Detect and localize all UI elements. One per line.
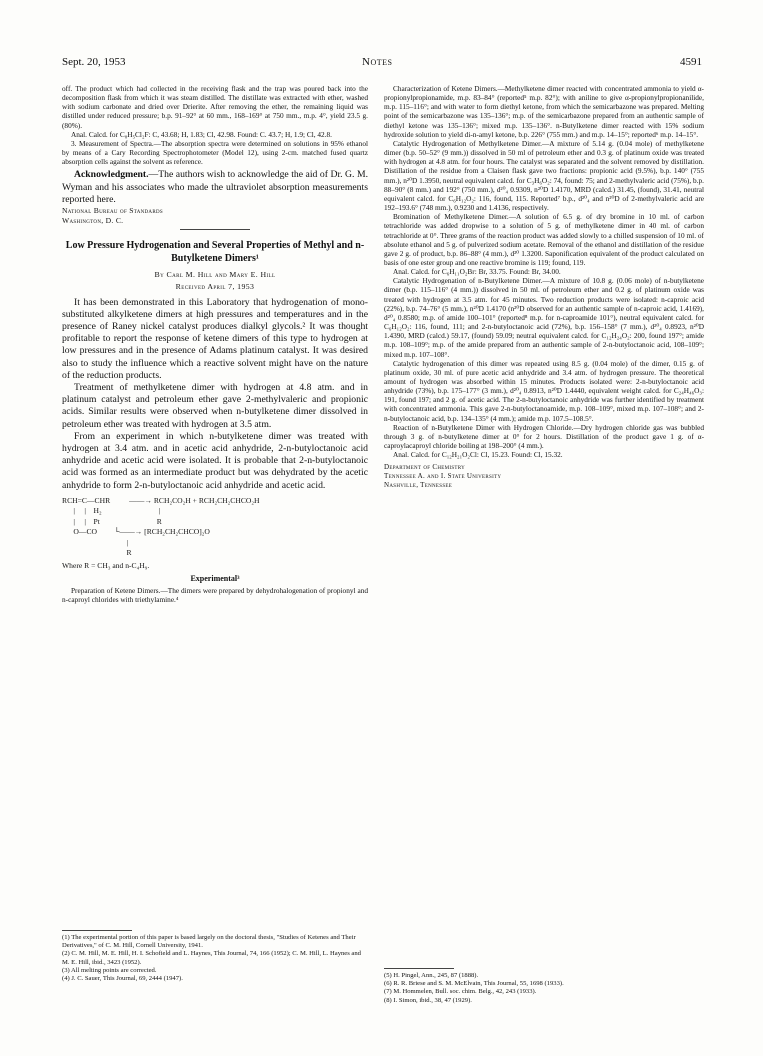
footnote-2: (2) C. M. Hill, M. E. Hill, H. I. Schofield and L. Haynes, This Journal, 74, 166 (1952); C. M. Hill, L. Haynes and M. E. Hill, ibid., 3423 (1952).: [62, 950, 361, 966]
para-repeat-hydrogenation: Catalytic hydrogenation of this dimer was repeated using 8.5 g. (0.04 mole) of the dimer, 0.15 g. of platinum oxide, 30 ml. of pure acetic acid anhydride and 3.4 atm. of hydrogen pressure. The theoretical amount of hydrogen was absorbed within 15 minutes. Products isolated were: 2-n-butyloctanoic acid anhydride (73%), b.p. 175–177° (3 mm.), d²⁰₄ 0.8913, n²⁰D 1.4440, equivalent weight calcd. for C₂₄H₄₆O₃: 191, found 197; and 2 g. of acetic acid. The 2-n-butyloctanoic anhydride was further identified by treatment with concentrated ammonia. This gave 2-n-butyloctanoamide, m.p. 108–109°, mixed m.p. 107–108°; and 2-n-butyloctanoic acid, b.p. 134–135° (4 mm.); amide m.p. 107.5–108.5°.: [384, 358, 704, 423]
footnote-rule: [62, 930, 132, 931]
footnote-1: (1) The experimental portion of this paper is based largely on the doctoral thesis, "Studies of Ketenes and Their Derivatives," of C. M. Hill, Cornell University, 1941.: [62, 934, 356, 950]
right-column: [384, 84, 704, 490]
scheme-line-5: |: [62, 537, 129, 547]
para-characterization: Characterization of Ketene Dimers.—Methylketene dimer reacted with concentrated ammonia to yield α-propionylpropionamide, m.p. 83–84° (reported⁵ m.p. 82°); with aniline to give α-propionylpropionanilide, m.p. 115–116°; and with water to form diethyl ketone, from which the semicarbazone was prepared. Melting point of the semicarbazone was 135–136°; m.p. of the semicarbazone prepared from an authentic sample of diethyl ketone was 135–136°; mixed m.p. 135–136°. n-Butylketene dimer reacted with 15% sodium hydroxide solution to yield di-n-amyl ketone, b.p. 226° (755 mm.) and m.p. 14–15°; reported⁶ m.p. 14–15°.: [384, 84, 704, 139]
header-date: Sept. 20, 1953: [62, 56, 126, 68]
para-hydrogenation-methylketene: Catalytic Hydrogenation of Methylketene Dimer.—A mixture of 5.14 g. (0.04 mole) of methylketene dimer (b.p. 50–52° (9 mm.)) dissolved in 50 ml of petroleum ether and 0.3 g. of platinum oxide was treated with hydrogen at 4.8 atm. for four hours. The catalyst was separated and the solvent removed by distillation. Distillation of the residue from a Claisen flask gave two fractions: propionic acid (9.5%), b.p. 140° (755 mm.), n²⁰D 1.3950, neutral equivalent calcd. for C₃H₆O₂: 74, found: 75; and 2-methylvaleric acid (75%), b.p. 88–90° (8 mm.) and 192° (750 mm.), d²⁰₄ 0.9309, n²⁰D 1.4170, MRD (calcd.) 31.45, (found), 31.41, neutral equivalent calcd. for C₆H₁₂O₂: 116, found, 115. Reported⁷ b.p., d²⁰₄ and n²⁰D of 2-methylvaleric acid are 192–193.6° (748 mm.), 0.9230 and 1.4136, respectively.: [384, 138, 704, 213]
para-analysis-1: Anal. Calcd. for C₈H₅Cl₂F: C, 43.68; H, 1.83; Cl, 42.98. Found: C. 43.7; H, 1.9; Cl, 42.8.: [71, 129, 333, 139]
affiliation-line-1: National Bureau of Standards: [62, 206, 163, 216]
left-column: [62, 84, 368, 604]
scheme-line-4: O—CO └——→ [RCH₂CH₂CHCO]₂O: [62, 527, 210, 537]
footnote-4: (4) J. C. Sauer, This Journal, 69, 2444 (1947).: [62, 975, 183, 983]
article-title: Low Pressure Hydrogenation and Several Properties of Methyl and n-Butylketene Dimers¹: [65, 240, 365, 264]
para-hydrogenation-butylketene: Catalytic Hydrogenation of n-Butylketene Dimer.—A mixture of 10.8 g. (0.06 mole) of n-butylketene dimer (b.p. 115–116° (4 mm.)) dissolved in 50 ml. of petroleum ether and 0.2 g. of platinum oxide was treated with hydrogen at 3.5 atm. for 45 minutes. Two reduction products were isolated: n-caproic acid (22%), b.p. 74–76° (5 mm.), n²⁰D 1.4170 (n²⁰D observed for an authentic sample of n-caproic acid, 1.4169), d²⁰₄ 0.8580; m.p. of amide 100–101° (reported⁸ m.p. for n-caproamide 101°), neutral equivalent calcd. for C₆H₁₂O₂: 116, found, 111; and 2-n-butyloctanoic acid (72%), b.p. 156–158° (7 mm.), d²⁰₄ 0.8923, n²⁰D 1.4390, MRD (calcd.) 59.17, (found) 59.09; neutral equivalent calcd. for C₁₂H₂₄O₂: 200, found 197°; amide m.p. 108–109°; m.p. of the amide prepared from an authentic sample of 2-n-butyloctanoic acid, 108–109°; mixed m.p. 107–108°.: [384, 276, 704, 359]
para-analysis-2: Anal. Calcd. for C₆H₁₁O₂Br: Br, 33.75. Found: Br, 34.00.: [393, 267, 561, 277]
running-header: [62, 56, 702, 70]
para-measurement-spectra: 3. Measurement of Spectra.—The absorption spectra were determined on solutions in 95% ethanol by means of a Cary Recording Spectrophotometer (Model 12), using 2-cm. matched fused quartz absorption cells against the solvent as reference.: [62, 138, 368, 167]
received-date: Received April 7, 1953: [175, 282, 255, 292]
para-analysis-3: Anal. Calcd. for C₁₂H₂₁O₂Cl: Cl, 15.23. Found: Cl, 15.32.: [393, 450, 563, 460]
acknowledgment-text: —The authors wish to acknowledge the aid of Dr. G. M. Wyman and his associates who made the ultraviolet absorption measurements reported here.: [62, 169, 368, 205]
footnote-3: (3) All melting points are corrected.: [62, 966, 157, 974]
para-bromination: Bromination of Methylketene Dimer.—A solution of 6.5 g. of dry bromine in 10 ml. of carbon tetrachloride was added dropwise to a solution of 5 g. of methylketene dimer in 40 ml. of carbon tetrachloride at 0°. Three grams of the reaction product was added slowly to a chilled suspension of 10 ml. of absolute ethanol and 5 g. of pulverized sodium acetate. Removal of the ethanol and distillation of the residue gave 2 g. of product, b.p. 86–88° (4 mm.), d²⁰ 1.3200. Saponification equivalent of the product calculated on basis of one ester group and one reactive bromine is 119; found, 119.: [384, 212, 704, 267]
footnote-8: (8) I. Simon, ibid., 38, 47 (1929).: [384, 996, 472, 1004]
left-footnotes: [62, 930, 368, 983]
article-byline: By Carl M. Hill and Mary E. Hill: [154, 270, 276, 280]
reaction-scheme: [62, 496, 368, 559]
para-steam-distillation: off. The product which had collected in the receiving flask and the trap was poured back into the decomposition flask from which it was steam distilled. The distillate was extracted with ether, washed with sodium carbonate and dried over Drierite. After removing the ether, the remaining liquid was distilled under reduced pressure; b.p. 91–92° at 60 mm., 168–169° at 750 mm., m.p. 4°, yield 23.5 g. (80%).: [62, 84, 368, 130]
footnote-7: (7) M. Hommelen, Bull. soc. chim. Belg., 42, 243 (1933).: [384, 988, 537, 996]
scheme-line-3: | | Pt R: [62, 516, 162, 526]
article-intro: [62, 297, 368, 492]
para-preparation-dimers: Preparation of Ketene Dimers.—The dimers were prepared by dehydrohalogenation of propionyl and n-caproyl chlorides with triethylamine.⁴: [62, 586, 368, 605]
footnote-5: (5) H. Pingel, Ann., 245, 87 (1888).: [384, 972, 479, 979]
scheme-line-6: R: [62, 548, 132, 558]
department-line-1: Department of Chemistry: [384, 463, 466, 472]
intro-para-3: From an experiment in which n-butylketene dimer was treated with hydrogen at 3.4 atm. and in acetic acid anhydride, 2-n-butyloctanoic acid anhydride and acetic acid were isolated. It is probable that 2-n-butyloctanoic acid was formed as an intermediate product but was dehydrated by the acetic anhydride to form 2-n-butyloctanoic acid anhydride and acetic acid.: [62, 430, 368, 491]
acknowledgment-block: [62, 169, 368, 206]
department-line-3: Nashville, Tennessee: [384, 481, 453, 490]
scheme-line-1: RCH=C—CHR ——→ RCH₂CO₂H + RCH₂CH₂CHCO₂H: [62, 495, 260, 505]
right-footnotes: [384, 968, 704, 1005]
section-divider: [180, 229, 250, 230]
footnote-6: (6) R. R. Briese and S. M. McElvain, This Journal, 55, 1698 (1933).: [384, 980, 564, 988]
intro-para-2: Treatment of methylketene dimer with hydrogen at 4.8 atm. and in platinum catalyst and petroleum ether gave 2-methylvaleric and propionic acids. Similar results were observed when n-butylketene dimer dissolved in petroleum ether was treated with hydrogen at 3.5 atm.: [62, 381, 368, 430]
footnote-rule: [384, 968, 454, 969]
intro-para-1: It has been demonstrated in this Laboratory that hydrogenation of mono-substituted alkylketene dimers at high pressures and temperatures and in the presence of Raney nickel catalyst produces dialkyl glycols.² It was thought profitable to report the response of ketene dimers of this type to hydrogen at low pressures and in the presence of Adams platinum catalyst. It was desired also to study the influence which a reactive solvent might have on the nature of the reduction products.: [62, 296, 368, 381]
header-section: Notes: [362, 56, 393, 68]
header-page-number: 4591: [680, 56, 702, 68]
scheme-where: Where R = CH₃ and n-C₄H₉.: [62, 560, 150, 570]
acknowledgment-heading: Acknowledgment.: [74, 169, 149, 181]
scheme-line-2: | | H₂ |: [62, 506, 161, 516]
experimental-heading: Experimental³: [190, 573, 240, 583]
department-line-2: Tennessee A. and I. State University: [384, 472, 502, 481]
affiliation-line-2: Washington, D. C.: [62, 215, 124, 225]
para-hydrogen-chloride: Reaction of n-Butylketene Dimer with Hydrogen Chloride.—Dry hydrogen chloride gas was bubbled through 3 g. of n-butylketene dimer at 0° for 2 hours. Distillation of the product gave 1 g. of α-caproylacaproyl chloride boiling at 198–200° (4 mm.).: [384, 422, 704, 451]
